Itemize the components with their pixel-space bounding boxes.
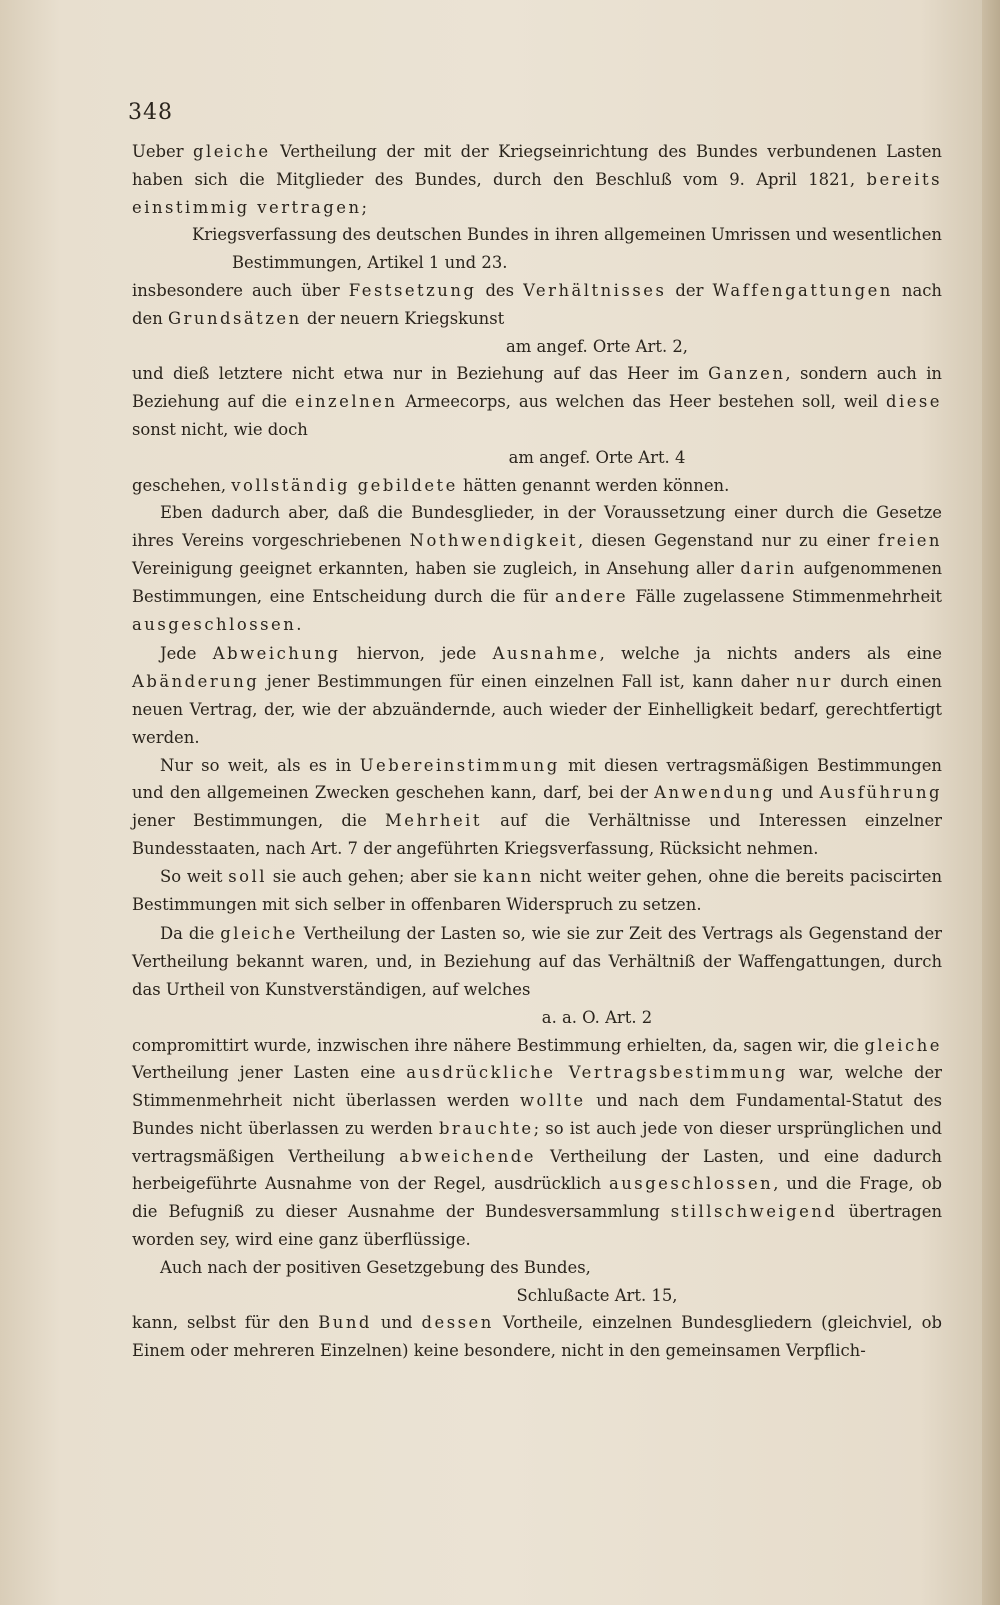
text-run: des	[476, 280, 524, 300]
page-text	[132, 138, 942, 1365]
spaced-emphasis-text: gleiche	[864, 1035, 942, 1055]
text-run: und	[775, 783, 820, 803]
text-run: Nur so weit, als es in	[160, 755, 360, 775]
text-run: übertragen worden sey, wird eine ganz überflüssige.	[132, 1202, 942, 1250]
spaced-emphasis-text: Verhältnisses	[523, 280, 667, 300]
spaced-emphasis-text: Ausführung	[819, 783, 943, 803]
text-run: sie auch gehen; aber sie	[267, 866, 483, 886]
text-run: kann, selbst für den	[132, 1313, 319, 1333]
spaced-emphasis-text: Grundsätzen	[167, 308, 302, 328]
text-run: Kriegsverfassung des deutschen Bundes in ihren allgemeinen Umrissen und wesentlichen Bestimmungen, Artikel 1 und 23.	[192, 225, 942, 273]
spaced-emphasis-text: Abänderung	[132, 672, 260, 692]
paragraph	[132, 920, 942, 1003]
text-run: auf die Verhältnisse und Interessen einzelner Bundesstaaten, nach Art. 7 der angeführten Kriegsverfassung, Rücksicht nehmen.	[132, 811, 942, 858]
spaced-emphasis-text: Anwendung	[654, 783, 776, 803]
text-run: a. a. O. Art. 2	[541, 1007, 653, 1027]
paragraph	[132, 752, 942, 863]
text-run: ;	[361, 197, 368, 217]
text-run: mit diesen vertragsmäßigen Bestimmungen und den allgemeinen Zwecken geschehen kann, darf, bei der	[132, 755, 942, 803]
spaced-emphasis-text: darin	[740, 558, 797, 578]
text-run: Fälle zugelassene Stimmenmehrheit	[628, 586, 942, 606]
text-run: Jede	[160, 644, 213, 664]
spaced-emphasis-text: Mehrheit	[385, 811, 482, 831]
paragraph	[132, 499, 942, 638]
text-run: der neuern Kriegskunst	[301, 308, 505, 328]
paragraph	[132, 472, 942, 500]
spaced-emphasis-text: wollte	[519, 1091, 586, 1111]
text-run: hätten genannt werden können.	[457, 475, 730, 495]
spaced-emphasis-text: ausgeschlossen	[132, 614, 297, 634]
text-run: am angef. Orte Art. 2,	[505, 336, 689, 356]
text-run: Vertheilung der Lasten, und eine dadurch herbeigeführte Ausnahme von der Regel, ausdrücklich	[132, 1146, 942, 1194]
text-run: Eben dadurch aber, daß die Bundesglieder, in der Voraussetzung einer durch die Gesetze ihres Vereins vorgeschriebenen	[132, 503, 942, 551]
paragraph	[132, 221, 942, 277]
text-run: jener Bestimmungen, die	[132, 811, 386, 831]
text-run: , welche ja nichts anders als eine	[599, 644, 942, 664]
text-run: Ueber	[132, 142, 193, 161]
spaced-emphasis-text: einzelnen	[295, 392, 398, 412]
spaced-emphasis-text: Abweichung	[212, 644, 341, 664]
paragraph	[132, 277, 942, 333]
text-run: und dieß letztere nicht etwa nur in Beziehung auf das Heer im	[132, 364, 709, 384]
text-run: Vereinigung geeignet erkannten, haben sie zugleich, in Ansehung aller	[132, 558, 741, 578]
paragraph	[132, 444, 942, 472]
paragraph	[132, 640, 942, 751]
text-run: hiervon, jede	[340, 644, 493, 664]
text-run: Vertheilung der mit der Kriegseinrichtung des Bundes verbundenen Lasten haben sich die Mitglieder des Bundes, durch den Beschluß vom 9. April 1821,	[132, 142, 942, 189]
text-run: Da die	[160, 924, 221, 944]
text-run: der	[666, 280, 713, 300]
paragraph	[132, 333, 942, 361]
text-run: compromittirt wurde, inzwischen ihre nähere Bestimmung erhielten, da, sagen wir, die	[132, 1035, 865, 1055]
spaced-emphasis-text: nur	[796, 672, 833, 692]
spaced-emphasis-text: Bund	[318, 1313, 372, 1333]
paragraph	[132, 1004, 942, 1032]
text-run: Schlußacte Art. 15,	[516, 1285, 678, 1305]
text-run: am angef. Orte Art. 4	[508, 447, 686, 467]
spaced-emphasis-text: Ausnahme	[492, 644, 600, 664]
spaced-emphasis-text: gleiche	[220, 924, 298, 944]
paragraph	[132, 1282, 942, 1310]
paragraph	[132, 1032, 942, 1254]
spaced-emphasis-text: abweichende	[399, 1146, 536, 1166]
text-run: sonst nicht, wie doch	[132, 419, 308, 439]
text-run: , sondern auch in Beziehung auf die	[132, 364, 942, 412]
text-run: durch einen neuen Vertrag, der, wie der abzuändernde, auch wieder der Einhelligkeit bedarf, gerechtfertigt werden.	[132, 672, 942, 747]
spaced-emphasis-text: Waffengattungen	[712, 280, 893, 300]
spaced-emphasis-text: andere	[555, 586, 629, 606]
spaced-emphasis-text: ausgeschlossen	[608, 1174, 774, 1194]
text-run: aufgenommenen Bestimmungen, eine Entscheidung durch die für	[132, 558, 942, 606]
text-run: So weit	[160, 866, 229, 886]
spaced-emphasis-text: gleiche	[193, 142, 271, 161]
text-run: jener Bestimmungen für einen einzelnen Fall ist, kann daher	[259, 672, 797, 692]
spaced-emphasis-text: kann	[482, 866, 534, 886]
spaced-emphasis-text: dessen	[421, 1313, 494, 1333]
text-run: Vertheilung der Lasten so, wie sie zur Zeit des Vertrags als Gegenstand der Vertheilung bekannt waren, und, in Beziehung auf das Verhältniß der Waffengattungen, durch das Urtheil von Kunstverständigen, auf welches	[132, 924, 942, 999]
text-run: und	[371, 1313, 422, 1333]
page-edge	[982, 0, 1000, 1605]
text-run: geschehen,	[132, 475, 232, 495]
paragraph	[132, 138, 942, 221]
text-run: , diesen Gegenstand nur zu einer	[577, 531, 878, 551]
text-run: .	[296, 614, 302, 634]
text-run: Vertheilung jener Lasten eine	[132, 1063, 407, 1083]
text-run: Armeecorps, aus welchen das Heer bestehen soll, weil	[397, 392, 886, 412]
text-run: war, welche der Stimmenmehrheit nicht überlassen werden	[132, 1063, 943, 1111]
spaced-emphasis-text: Ganzen	[708, 364, 786, 384]
text-run: , und die Frage, ob die Befugniß zu dieser Ausnahme der Bundesversammlung	[132, 1174, 942, 1222]
spaced-emphasis-text: Festsetzung	[348, 280, 477, 300]
page-number: 348	[128, 100, 173, 125]
spaced-emphasis-text: freien	[877, 531, 942, 551]
paragraph	[132, 1309, 942, 1365]
text-run: ; so ist auch jede von dieser ursprünglichen und vertragsmäßigen Vertheilung	[132, 1118, 942, 1166]
spaced-emphasis-text: vollständig gebildete	[231, 475, 458, 495]
spaced-emphasis-text: brauchte	[438, 1118, 534, 1138]
spaced-emphasis-text: diese	[885, 392, 942, 412]
spaced-emphasis-text: Uebereinstimmung	[359, 755, 560, 775]
paragraph	[132, 360, 942, 443]
spaced-emphasis-text: soll	[228, 866, 268, 886]
text-run: nach den	[132, 280, 942, 328]
paragraph	[132, 863, 942, 919]
paragraph	[132, 1254, 942, 1282]
text-run: Vortheile, einzelnen Bundesgliedern (gleichviel, ob Einem oder mehreren Einzelnen) keine besondere, nicht in den gemeinsamen Verpflich-	[132, 1313, 942, 1361]
text-run: nicht weiter gehen, ohne die bereits paciscirten Bestimmungen mit sich selber in offenbaren Widerspruch zu setzen.	[132, 866, 942, 914]
spaced-emphasis-text: stillschweigend	[670, 1202, 838, 1222]
text-run: und nach dem Fundamental-Statut des Bundes nicht überlassen zu werden	[132, 1091, 942, 1138]
spaced-emphasis-text: Nothwendigkeit	[409, 531, 578, 551]
text-run: insbesondere auch über	[132, 280, 349, 300]
spaced-emphasis-text: ausdrückliche Vertragsbestimmung	[406, 1063, 788, 1083]
spaced-emphasis-text: bereits einstimmig vertragen	[132, 169, 942, 217]
text-run: Auch nach der positiven Gesetzgebung des Bundes,	[160, 1257, 591, 1277]
